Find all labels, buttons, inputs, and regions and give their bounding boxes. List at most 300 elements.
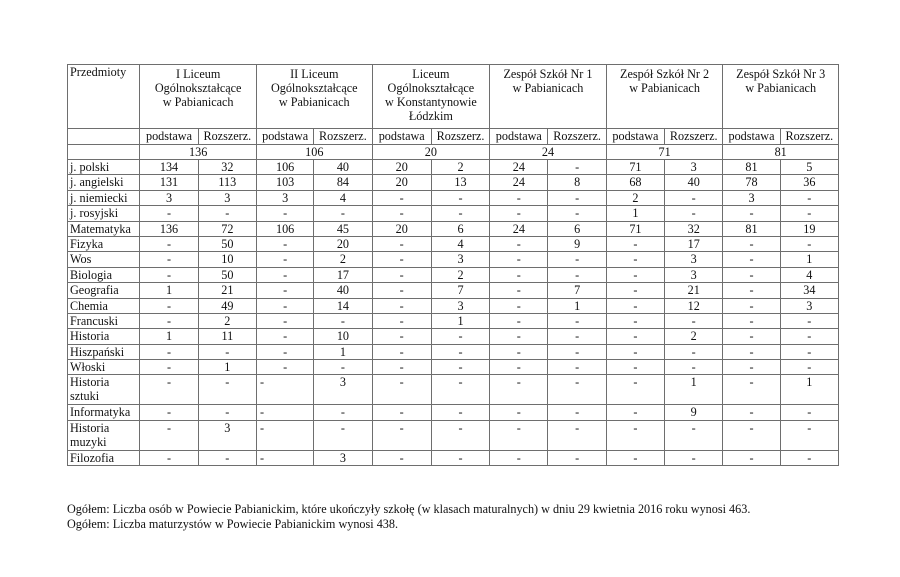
- value-cell: 3: [665, 160, 723, 175]
- value-cell: -: [372, 267, 431, 282]
- value-cell: 4: [780, 267, 838, 282]
- table-row: [68, 252, 839, 267]
- value-cell: 106: [256, 160, 313, 175]
- subject-cell: [68, 405, 140, 420]
- subject-name: Informatyka: [70, 405, 131, 420]
- footnotes: [67, 502, 750, 532]
- value-cell: -: [548, 160, 606, 175]
- subject-name: Matematyka: [70, 221, 131, 236]
- school-name-line: w Pabianicach: [512, 81, 584, 95]
- value-cell: 45: [314, 221, 372, 236]
- value-cell: -: [723, 313, 780, 328]
- value-cell: -: [490, 405, 548, 420]
- value-cell: -: [723, 450, 780, 465]
- subject-name: Historia: [70, 329, 110, 344]
- value-cell: 21: [198, 283, 256, 298]
- school-total: 136: [140, 145, 257, 160]
- school-name-line: w Pabianicach: [745, 81, 817, 95]
- value-cell: -: [490, 360, 548, 375]
- subject-name: Fizyka: [70, 236, 104, 251]
- level-label-extended: Rozszerz.: [314, 129, 372, 145]
- value-cell: 78: [723, 175, 780, 190]
- subject-cell: [68, 252, 140, 267]
- value-cell: 14: [314, 298, 372, 313]
- table-row: [68, 313, 839, 328]
- value-cell: -: [780, 405, 838, 420]
- value-cell: -: [665, 420, 723, 450]
- subject-cell: [68, 344, 140, 359]
- value-cell: -: [723, 236, 780, 251]
- value-cell: -: [780, 450, 838, 465]
- value-cell: 84: [314, 175, 372, 190]
- value-cell: -: [548, 450, 606, 465]
- value-cell: -: [431, 420, 489, 450]
- value-cell: 2: [198, 313, 256, 328]
- value-cell: -: [548, 190, 606, 205]
- value-cell: -: [723, 283, 780, 298]
- value-cell: -: [256, 206, 313, 221]
- value-cell: -: [490, 190, 548, 205]
- value-cell: -: [256, 283, 313, 298]
- subject-cell: [68, 420, 140, 450]
- value-cell: -: [431, 405, 489, 420]
- value-cell: 20: [314, 236, 372, 251]
- value-cell: -: [723, 329, 780, 344]
- value-cell: -: [606, 252, 664, 267]
- totals-row: [68, 145, 839, 160]
- value-cell: 7: [548, 283, 606, 298]
- value-cell: -: [780, 236, 838, 251]
- value-cell: 2: [431, 160, 489, 175]
- level-label-extended: Rozszerz.: [780, 129, 838, 145]
- value-cell: 1: [665, 375, 723, 405]
- value-cell: -: [780, 360, 838, 375]
- value-cell: -: [256, 298, 313, 313]
- value-cell: 3: [723, 190, 780, 205]
- value-cell: 1: [606, 206, 664, 221]
- value-cell: 3: [198, 420, 256, 450]
- value-cell: -: [606, 344, 664, 359]
- table-row: [68, 206, 839, 221]
- value-cell: 3: [780, 298, 838, 313]
- value-cell: 1: [431, 313, 489, 328]
- value-cell: -: [431, 450, 489, 465]
- value-cell: -: [606, 375, 664, 405]
- value-cell: -: [606, 236, 664, 251]
- table-row: [68, 450, 839, 465]
- level-label-extended: Rozszerz.: [548, 129, 606, 145]
- subject-cell: [68, 313, 140, 328]
- value-cell: -: [548, 313, 606, 328]
- value-cell: 68: [606, 175, 664, 190]
- value-cell: -: [198, 344, 256, 359]
- value-cell: -: [198, 405, 256, 420]
- value-cell: 3: [140, 190, 198, 205]
- value-cell: 24: [490, 175, 548, 190]
- value-cell: -: [372, 450, 431, 465]
- value-cell: -: [606, 360, 664, 375]
- value-cell: 17: [665, 236, 723, 251]
- value-cell: 136: [140, 221, 198, 236]
- value-cell: -: [490, 344, 548, 359]
- value-cell: -: [140, 252, 198, 267]
- value-cell: -: [431, 206, 489, 221]
- subject-cell: [68, 221, 140, 236]
- value-cell: 40: [665, 175, 723, 190]
- value-cell: -: [606, 420, 664, 450]
- subject-name: j. niemiecki: [70, 190, 128, 205]
- value-cell: -: [431, 344, 489, 359]
- value-cell: 34: [780, 283, 838, 298]
- value-cell: -: [780, 344, 838, 359]
- value-cell: -: [723, 420, 780, 450]
- school-header: [723, 65, 839, 129]
- value-cell: 2: [314, 252, 372, 267]
- school-name-line: Zespół Szkół Nr 1: [503, 67, 593, 81]
- value-cell: -: [723, 344, 780, 359]
- level-label-extended: Rozszerz.: [198, 129, 256, 145]
- subject-cell: [68, 206, 140, 221]
- value-cell: 50: [198, 236, 256, 251]
- school-name-line: w Konstantynowie: [385, 95, 477, 109]
- value-cell: -: [256, 420, 313, 450]
- corner-label: Przedmioty: [68, 65, 140, 129]
- value-cell: -: [490, 450, 548, 465]
- value-cell: -: [490, 329, 548, 344]
- value-cell: -: [431, 360, 489, 375]
- value-cell: -: [314, 405, 372, 420]
- value-cell: -: [548, 267, 606, 282]
- table-row: [68, 344, 839, 359]
- value-cell: -: [780, 313, 838, 328]
- value-cell: -: [140, 450, 198, 465]
- value-cell: -: [723, 375, 780, 405]
- value-cell: 71: [606, 221, 664, 236]
- value-cell: -: [256, 375, 313, 405]
- value-cell: -: [606, 298, 664, 313]
- subject-name: Historia: [70, 420, 110, 435]
- subject-cell: [68, 283, 140, 298]
- subject-cell: [68, 160, 140, 175]
- footnote-graduates: Ogółem: Liczba osób w Powiecie Pabianickim, które ukończyły szkołę (w klasach maturalnych) w dniu 29 kwietnia 2016 roku wynosi 463.: [67, 502, 751, 516]
- value-cell: -: [606, 405, 664, 420]
- value-cell: -: [140, 313, 198, 328]
- value-cell: -: [372, 283, 431, 298]
- value-cell: -: [198, 375, 256, 405]
- value-cell: 24: [490, 160, 548, 175]
- value-cell: -: [140, 298, 198, 313]
- subject-name: Filozofia: [70, 450, 115, 465]
- value-cell: 40: [314, 283, 372, 298]
- value-cell: -: [431, 375, 489, 405]
- value-cell: 3: [665, 252, 723, 267]
- table-row: [68, 375, 839, 405]
- value-cell: 5: [780, 160, 838, 175]
- value-cell: -: [665, 313, 723, 328]
- value-cell: -: [606, 329, 664, 344]
- school-name-line: I Liceum: [175, 67, 221, 81]
- value-cell: 10: [198, 252, 256, 267]
- subject-name: Chemia: [70, 298, 108, 313]
- value-cell: -: [140, 267, 198, 282]
- value-cell: 32: [198, 160, 256, 175]
- value-cell: -: [372, 405, 431, 420]
- value-cell: 1: [314, 344, 372, 359]
- value-cell: 1: [198, 360, 256, 375]
- value-cell: 12: [665, 298, 723, 313]
- value-cell: -: [723, 206, 780, 221]
- value-cell: -: [665, 450, 723, 465]
- school-name-line: Ogólnokształcące: [154, 81, 242, 95]
- value-cell: -: [372, 252, 431, 267]
- empty-cell: [68, 145, 140, 160]
- value-cell: 49: [198, 298, 256, 313]
- value-cell: -: [372, 313, 431, 328]
- level-header-row: [68, 129, 839, 145]
- school-total: 20: [372, 145, 490, 160]
- subject-name: j. angielski: [70, 175, 124, 190]
- value-cell: -: [780, 206, 838, 221]
- school-total: 81: [723, 145, 839, 160]
- value-cell: -: [372, 329, 431, 344]
- value-cell: 2: [606, 190, 664, 205]
- value-cell: -: [723, 360, 780, 375]
- value-cell: 3: [314, 375, 372, 405]
- value-cell: -: [314, 420, 372, 450]
- value-cell: -: [256, 252, 313, 267]
- subject-name: j. rosyjski: [70, 206, 119, 221]
- value-cell: 1: [780, 375, 838, 405]
- level-label-basic: podstawa: [606, 129, 664, 145]
- value-cell: 81: [723, 160, 780, 175]
- value-cell: 24: [490, 221, 548, 236]
- value-cell: 9: [548, 236, 606, 251]
- table-row: [68, 175, 839, 190]
- subject-name: Geografia: [70, 283, 119, 298]
- value-cell: 6: [431, 221, 489, 236]
- footnote-exam-takers: Ogółem: Liczba maturzystów w Powiecie Pabianickim wynosi 438.: [67, 517, 399, 531]
- value-cell: 3: [431, 252, 489, 267]
- subject-name: Włoski: [70, 360, 106, 375]
- subject-cell: [68, 360, 140, 375]
- table-row: [68, 298, 839, 313]
- value-cell: -: [490, 206, 548, 221]
- level-label-basic: podstawa: [140, 129, 198, 145]
- level-label-basic: podstawa: [372, 129, 431, 145]
- value-cell: 113: [198, 175, 256, 190]
- value-cell: -: [198, 206, 256, 221]
- value-cell: -: [780, 190, 838, 205]
- subject-cell: [68, 298, 140, 313]
- table-row: [68, 329, 839, 344]
- value-cell: -: [723, 298, 780, 313]
- value-cell: -: [314, 313, 372, 328]
- value-cell: -: [665, 360, 723, 375]
- table-row: [68, 405, 839, 420]
- value-cell: -: [665, 190, 723, 205]
- value-cell: -: [140, 236, 198, 251]
- level-label-basic: podstawa: [256, 129, 313, 145]
- value-cell: 21: [665, 283, 723, 298]
- value-cell: -: [256, 313, 313, 328]
- value-cell: -: [372, 298, 431, 313]
- value-cell: -: [372, 360, 431, 375]
- value-cell: 72: [198, 221, 256, 236]
- value-cell: 134: [140, 160, 198, 175]
- value-cell: -: [372, 375, 431, 405]
- table-row: [68, 420, 839, 450]
- value-cell: 13: [431, 175, 489, 190]
- value-cell: -: [140, 405, 198, 420]
- value-cell: 4: [314, 190, 372, 205]
- value-cell: -: [490, 283, 548, 298]
- value-cell: -: [665, 206, 723, 221]
- value-cell: 17: [314, 267, 372, 282]
- value-cell: -: [490, 252, 548, 267]
- subject-cell: [68, 450, 140, 465]
- value-cell: 2: [665, 329, 723, 344]
- value-cell: 6: [548, 221, 606, 236]
- subject-name: Wos: [70, 252, 92, 267]
- level-label-basic: podstawa: [490, 129, 548, 145]
- value-cell: 7: [431, 283, 489, 298]
- school-header-row: [68, 65, 839, 129]
- subject-cell: [68, 375, 140, 405]
- value-cell: -: [780, 329, 838, 344]
- value-cell: 4: [431, 236, 489, 251]
- school-name-line: Łódzkim: [408, 109, 453, 123]
- value-cell: 2: [431, 267, 489, 282]
- school-name-line: w Pabianicach: [278, 95, 350, 109]
- value-cell: 8: [548, 175, 606, 190]
- value-cell: 11: [198, 329, 256, 344]
- school-header: [140, 65, 257, 129]
- value-cell: 50: [198, 267, 256, 282]
- value-cell: -: [606, 450, 664, 465]
- table-row: [68, 190, 839, 205]
- school-total: 106: [256, 145, 372, 160]
- school-name-line: Liceum: [412, 67, 450, 81]
- value-cell: 3: [256, 190, 313, 205]
- value-cell: -: [490, 313, 548, 328]
- value-cell: -: [372, 206, 431, 221]
- subject-name: Historia: [70, 375, 110, 390]
- value-cell: -: [314, 360, 372, 375]
- value-cell: -: [606, 313, 664, 328]
- subject-name: j. polski: [70, 160, 110, 174]
- school-header: [606, 65, 723, 129]
- value-cell: -: [140, 360, 198, 375]
- value-cell: -: [256, 360, 313, 375]
- value-cell: -: [665, 344, 723, 359]
- value-cell: -: [256, 405, 313, 420]
- subject-cell: [68, 190, 140, 205]
- value-cell: 40: [314, 160, 372, 175]
- school-name-line: Ogólnokształcące: [270, 81, 358, 95]
- value-cell: -: [548, 329, 606, 344]
- value-cell: 20: [372, 221, 431, 236]
- value-cell: -: [723, 405, 780, 420]
- school-total: 24: [490, 145, 607, 160]
- value-cell: -: [431, 329, 489, 344]
- value-cell: -: [548, 344, 606, 359]
- value-cell: -: [140, 420, 198, 450]
- value-cell: 3: [431, 298, 489, 313]
- value-cell: 3: [198, 190, 256, 205]
- value-cell: -: [431, 190, 489, 205]
- value-cell: -: [314, 206, 372, 221]
- value-cell: 3: [665, 267, 723, 282]
- value-cell: -: [490, 298, 548, 313]
- value-cell: 131: [140, 175, 198, 190]
- school-header: [490, 65, 607, 129]
- table-row: [68, 283, 839, 298]
- value-cell: -: [548, 405, 606, 420]
- school-name-line: Zespół Szkół Nr 2: [620, 67, 710, 81]
- value-cell: 10: [314, 329, 372, 344]
- level-label-extended: Rozszerz.: [431, 129, 489, 145]
- subject-cell: [68, 267, 140, 282]
- value-cell: 20: [372, 160, 431, 175]
- value-cell: 103: [256, 175, 313, 190]
- level-label-basic: podstawa: [723, 129, 780, 145]
- value-cell: -: [140, 375, 198, 405]
- value-cell: -: [548, 206, 606, 221]
- school-name-line: Ogólnokształcące: [387, 81, 475, 95]
- value-cell: 106: [256, 221, 313, 236]
- school-header: [256, 65, 372, 129]
- value-cell: -: [140, 344, 198, 359]
- value-cell: -: [256, 329, 313, 344]
- value-cell: -: [723, 252, 780, 267]
- value-cell: 3: [314, 450, 372, 465]
- school-total: 71: [606, 145, 723, 160]
- value-cell: -: [372, 344, 431, 359]
- subject-name: muzyki: [70, 434, 107, 449]
- value-cell: 1: [780, 252, 838, 267]
- school-header: [372, 65, 490, 129]
- value-cell: -: [548, 375, 606, 405]
- subject-cell: [68, 329, 140, 344]
- value-cell: 32: [665, 221, 723, 236]
- value-cell: -: [490, 420, 548, 450]
- value-cell: -: [140, 206, 198, 221]
- value-cell: -: [723, 267, 780, 282]
- value-cell: -: [490, 267, 548, 282]
- table-row: [68, 236, 839, 251]
- value-cell: 36: [780, 175, 838, 190]
- value-cell: 1: [140, 329, 198, 344]
- subject-cell: [68, 175, 140, 190]
- empty-cell: [68, 129, 140, 145]
- subject-name: Francuski: [70, 313, 119, 328]
- value-cell: 19: [780, 221, 838, 236]
- value-cell: -: [256, 267, 313, 282]
- value-cell: 9: [665, 405, 723, 420]
- subject-cell: [68, 236, 140, 251]
- value-cell: -: [256, 344, 313, 359]
- subject-name: sztuki: [70, 389, 100, 404]
- level-label-extended: Rozszerz.: [665, 129, 723, 145]
- value-cell: -: [372, 190, 431, 205]
- school-name-line: w Pabianicach: [162, 95, 234, 109]
- value-cell: -: [490, 236, 548, 251]
- school-name-line: II Liceum: [290, 67, 339, 81]
- school-name-line: w Pabianicach: [629, 81, 700, 95]
- school-name-line: Zespół Szkół Nr 3: [736, 67, 826, 81]
- value-cell: -: [490, 375, 548, 405]
- value-cell: -: [256, 236, 313, 251]
